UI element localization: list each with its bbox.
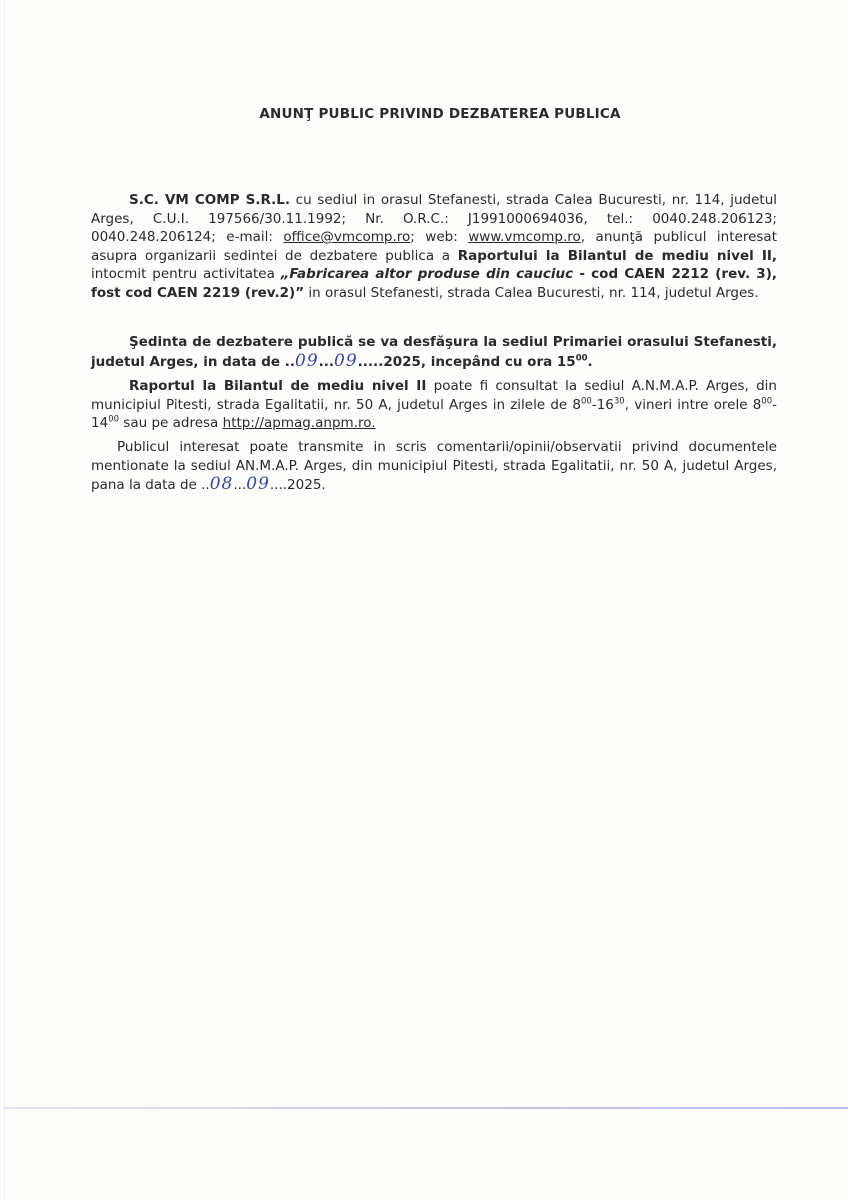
paragraph-meeting [91, 333, 777, 371]
meeting-year-hour: .....2025, incepând cu ora 15 [357, 353, 576, 370]
footer-divider [4, 1107, 848, 1109]
activity-name: „Fabricarea altor produse din cauciuc [280, 266, 574, 282]
company-details: cu sediul in orasul Stefanesti, strada Calea Bucuresti, nr. 114, judetul Arges, C.U.I. 197566/30.11.1992; Nr. O.R.C.: J1991000694036, tel.: 0040.248.206123; 0040.248.206124; e-mail: [91, 192, 778, 245]
meeting-text: Şedinta de dezbatere publică se va desfăşura la sediul Primariei orasului Stefanesti, judetul Arges, in data de .. [91, 334, 777, 370]
web-label: ; web: [410, 229, 469, 245]
document-title: ANUNŢ PUBLIC PRIVIND DEZBATEREA PUBLICA [259, 106, 621, 122]
consult-text-5: sau pe adresa [119, 415, 223, 431]
activity-intro: intocmit pentru activitatea [91, 266, 281, 282]
sup-1: 00 [581, 396, 592, 406]
paragraph-company [91, 191, 777, 302]
page-edge [4, 0, 5, 1200]
consult-text-2: -16 [591, 396, 614, 413]
sup-2: 30 [613, 396, 625, 406]
handwritten-deadline-month: 09 [246, 474, 270, 494]
paragraph-comments [91, 438, 777, 495]
email-link[interactable]: office@vmcomp.ro [283, 229, 411, 245]
location-text: in orasul Stefanesti, strada Calea Bucuresti, nr. 114, judetul Arges. [304, 284, 759, 301]
url-link[interactable]: http://apmag.anpm.ro. [222, 415, 376, 431]
announcement-text: , anunţă publicul interesat asupra organizarii sedintei de dezbatere publica a [91, 229, 777, 264]
sup-3: 00 [761, 396, 773, 406]
consult-text-3: , vineri intre orele 8 [624, 396, 762, 413]
deadline-year: ....2025. [269, 477, 326, 493]
web-link[interactable]: www.vmcomp.ro [468, 229, 581, 245]
sup-4: 00 [108, 414, 120, 425]
company-name: S.C. VM COMP S.R.L. [129, 192, 291, 208]
consult-lead: Raportul la Bilantul de mediu nivel II [129, 378, 427, 394]
handwritten-day: 09 [295, 350, 319, 371]
handwritten-deadline-day: 08 [209, 474, 234, 494]
consult-text-4: -14 [91, 396, 777, 431]
report-name: Raportului la Bilantul de mediu nivel II, [457, 247, 777, 264]
hour-superscript: 00 [575, 353, 588, 363]
deadline-dots: ... [233, 477, 247, 493]
handwritten-month: 09 [334, 350, 358, 371]
consult-text: poate fi consultat la sediul A.N.M.A.P. Arges, din municipiul Pitesti, strada Egalitatii, nr. 50 A, judetul Arges in zilele de 8 [91, 378, 777, 413]
meeting-end: . [587, 353, 593, 370]
caen-code: - cod CAEN 2212 (rev. 3), fost cod CAEN 2219 (rev.2)” [91, 266, 777, 301]
paragraph-consult [91, 377, 777, 433]
date-dots: ... [318, 353, 335, 370]
comments-text: Publicul interesat poate transmite in scris comentarii/opinii/observatii privind documentele mentionate la sediul AN.M.A.P. Arges, din municipiul Pitesti, strada Egalitatii, nr. 50 A, judetul Arges, pana la data de .. [91, 439, 777, 493]
